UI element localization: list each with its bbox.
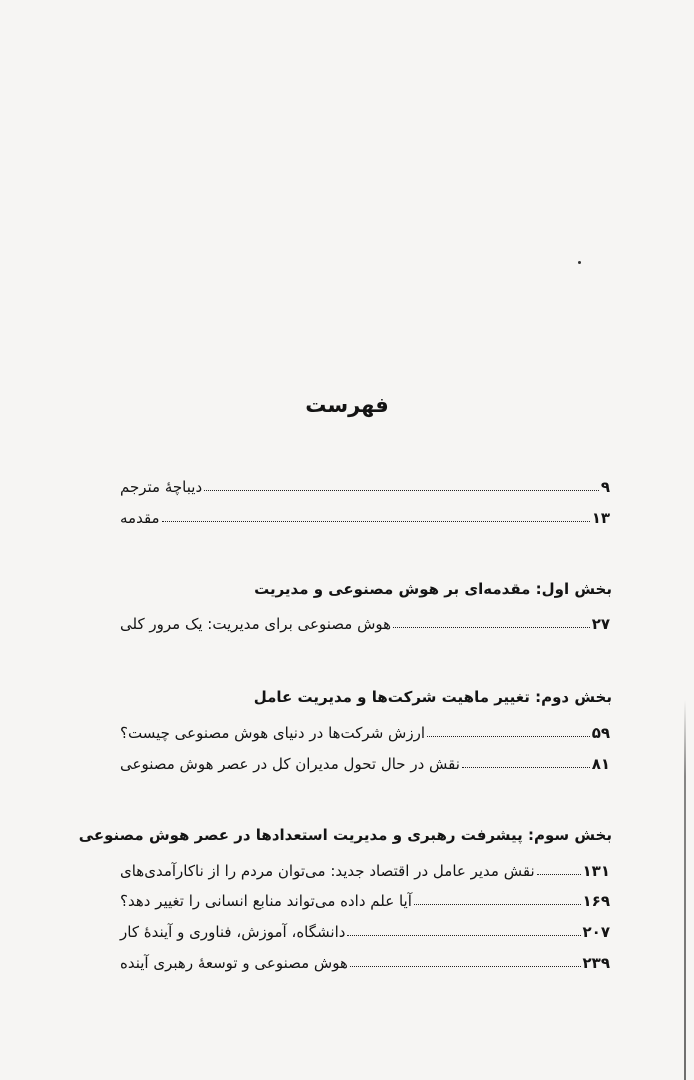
page-edge-shadow xyxy=(684,700,686,1080)
dot-leader xyxy=(162,521,590,522)
toc-entry xyxy=(118,856,612,880)
toc-entry-label: هوش مصنوعی و توسعۀ رهبری آینده xyxy=(120,954,348,972)
toc-entry-label: دیباچۀ مترجم xyxy=(120,478,203,496)
toc-entry-page: ۱۳ xyxy=(591,509,610,527)
dot-leader xyxy=(427,736,590,737)
toc-entry-label: آیا علم داده می‌تواند منابع انسانی را تغییر دهد؟ xyxy=(120,892,412,910)
section-title-part-2: بخش دوم: تغییر ماهیت شرکت‌ها و مدیریت عامل xyxy=(253,688,612,706)
toc-entry-page: ۸۱ xyxy=(591,755,610,773)
toc-entry-label: هوش مصنوعی برای مدیریت: یک مرور کلی xyxy=(120,615,392,633)
toc-entry-introduction xyxy=(118,503,612,527)
section-title-part-1: بخش اول: مقدمه‌ای بر هوش مصنوعی و مدیریت xyxy=(254,580,612,598)
toc-entry-page: ۵۹ xyxy=(591,724,610,742)
toc-entry-page: ۲۳۹ xyxy=(582,954,610,972)
toc-entry xyxy=(118,749,612,773)
dot-leader xyxy=(350,966,581,967)
toc-entry-label: مقدمه xyxy=(120,509,160,527)
toc-entry-page: ۱۳۱ xyxy=(582,862,610,880)
toc-entry-page: ۲۷ xyxy=(591,615,610,633)
toc-entry-page: ۹ xyxy=(600,478,610,496)
toc-entry xyxy=(118,609,612,633)
toc-entry-label: نقش مدیر عامل در اقتصاد جدید: می‌توان مردم را از ناکارآمدی‌های xyxy=(120,862,535,880)
ink-speck xyxy=(578,261,581,264)
toc-entry-translator-preface xyxy=(118,472,612,496)
toc-entry-page: ۲۰۷ xyxy=(582,923,610,941)
toc-entry xyxy=(118,718,612,742)
dot-leader xyxy=(393,627,590,628)
toc-entry-label: ارزش شرکت‌ها در دنیای هوش مصنوعی چیست؟ xyxy=(120,724,425,742)
section-title-part-3: بخش سوم: پیشرفت رهبری و مدیریت استعدادها در عصر هوش مصنوعی xyxy=(78,826,612,844)
dot-leader xyxy=(347,935,580,936)
toc-entry-label: دانشگاه، آموزش، فناوری و آیندۀ کار xyxy=(120,923,346,941)
dot-leader xyxy=(414,904,581,905)
toc-entry xyxy=(118,886,612,910)
toc-entry xyxy=(118,948,612,972)
toc-title: فهرست xyxy=(305,393,389,417)
toc-entry-page: ۱۶۹ xyxy=(582,892,610,910)
toc-entry xyxy=(118,917,612,941)
dot-leader xyxy=(204,490,599,491)
toc-entry-label: نقش در حال تحول مدیران کل در عصر هوش مصنوعی xyxy=(120,755,460,773)
dot-leader xyxy=(462,767,590,768)
dot-leader xyxy=(537,874,581,875)
